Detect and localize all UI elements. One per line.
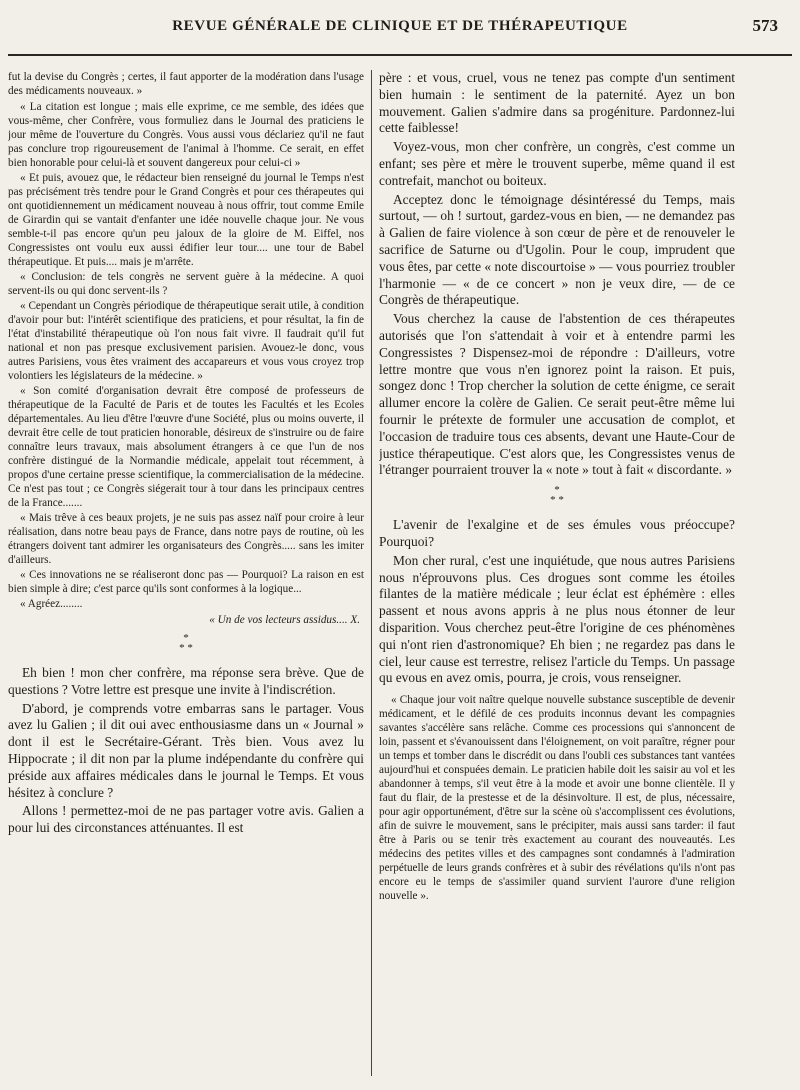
body-paragraph: D'abord, je comprends votre embarras sans le partager. Vous avez lu Galien ; il dit oui avec enthousiasme dans un « Journal » dont il est le Secrétaire-Gérant. Très bien. Vous avez lu Hippocrate ; il dit non par la plume indépendante du confrère qui préside aux affaires médicales dans le journal le Temps. Et vous hésitez à conclure ? xyxy=(8,700,364,800)
letter-paragraph: « Cependant un Congrès périodique de thérapeutique serait utile, à condition d'avoir pour but: l'intérêt scientifique des praticiens, et pour résultat, la fin de l'état d'instabilité thérapeutique où l'on nous fait vivre. Il faudrait qu'il fut national et non pas presque exclusivement parisien. Avouez-le donc, vous autres Parisiens, vous êtes vraiment des accapareurs et vous vous croyez trop volontiers les législateurs de la médecine. » xyxy=(8,300,364,382)
letter-paragraph: « Agréez........ xyxy=(20,598,83,610)
running-title: REVUE GÉNÉRALE DE CLINIQUE ET DE THÉRAPEUTIQUE xyxy=(172,18,628,34)
letter-paragraph: « La citation est longue ; mais elle exprime, ce me semble, des idées que vous-même, cher Confrère, vous formuliez dans le Journal des praticiens le jour même de l'ouverture du Congrès. Vous aussi vous déclariez qu'il ne faut pas conclure trop rigoureusement de l'animal à l'homme. Ce serait, en effet bien honorable pour celui-là et souvent dangereux pour celui-ci » xyxy=(8,101,364,169)
body-paragraph: père : et vous, cruel, vous ne tenez pas compte d'un sentiment bien humain : le sentiment de la paternité. Ayez un bon mouvement. Galien s'admire dans sa progéniture. Pardonnez-lui cette faiblesse! xyxy=(379,70,735,136)
letter-paragraph: « Conclusion: de tels congrès ne servent guère à la médecine. A quoi servent-ils ou qui donc servent-ils ? xyxy=(8,271,364,297)
section-separator: * * * xyxy=(550,484,564,507)
body-paragraph: Voyez-vous, mon cher confrère, un congrès, c'est comme un enfant; ses père et mère le trouvent superbe, même quand il est contrefait, manchot ou boiteux. xyxy=(379,139,735,188)
letter-paragraph: « Et puis, avouez que, le rédacteur bien renseigné du journal le Temps n'est pas précisément très tendre pour le Grand Congrès et pour ces thérapeutes qui ont quotidiennement un médicament nouveau à nous offrir, tout comme Emile de Girardin qui se vantait d'enfanter une idée nouvelle chaque jour. Ne vous semble-t-il pas encore qu'un peu jaloux de la gloire de M. Eiffel, nos Congressistes ont voulu eux aussi édifier leur tour.... une tour de Babel thérapeutique. Et puis.... mais je m'arrête. xyxy=(8,172,364,268)
right-column xyxy=(379,70,735,1076)
body-paragraph: Vous cherchez la cause de l'abstention de ces thérapeutes autorisés que l'on s'attendait à voir et à entendre parmi les Congressistes ? Dispensez-moi de répondre : D'ailleurs, votre lettre montre que vous n'en ignorez point la raison. Et puis, songez donc ! Trop chercher la solution de cette énigme, ce serait allumer encore la colère de Galien. Ce serait peut-être même lui fournir le prétexte de formuler une accusation de complot, et l'occasion de traduire tous ces absents, devant une Haute-Cour de justice thérapeutique. C'est alors que, les Congressistes venus de l'étranger pourraient trouver la « note » tout à fait « discordante. » xyxy=(379,311,735,478)
body-paragraph: Eh bien ! mon cher confrère, ma réponse sera brève. Que de questions ? Votre lettre est presque une invite à l'indiscrétion. xyxy=(8,665,364,697)
page-header xyxy=(8,14,792,50)
quoted-passage: « Chaque jour voit naître quelque nouvelle substance susceptible de devenir médicament, et le défilé de ces produits inconnus devant les compagnies savantes s'accélère sans relâche. Comme ces processions qui s'annoncent de loin, passent et s'évanouissent dans l'éloignement, on voit paraître, régner pour un temps et tomber dans le discrédit ou dans l'oubli ces substances tant vantées aujourd'hui et conspuées demain. Le praticien habile doit les saisir au vol et les abandonner à temps, s'il veut être à la mode et avoir une bonne clientèle. Il y faut du flair, de la prestesse et de la désinvolture. Il est, de plus, nécessaire, pour agir opportunément, d'être sur la scène où s'accomplissent ces évolutions, afin de suivre le mouvement, sans le précipiter, mais aussi sans tarder: il faut être à Paris ou se tenir très exactement au courant des nouveautés. Les médecins des petites villes et des campagnes sont condamnés à l'admiration perpétuelle de leurs grands confrères et à subir des révélations qu'ils n'ont pas encore eu le temps de s'assimiler quand survient l'aurore d'une religion nouvelle ». xyxy=(379,694,735,903)
letter-paragraph: « Ces innovations ne se réaliseront donc pas — Pourquoi? La raison en est bien simple à dire; c'est parce qu'ils sont conformes à la logique... xyxy=(8,569,364,595)
letter-signature: « Un de vos lecteurs assidus.... X. xyxy=(209,614,360,626)
body-paragraph: L'avenir de l'exalgine et de ses émules vous préoccupe? Pourquoi? xyxy=(379,517,735,549)
letter-paragraph: « Son comité d'organisation devrait être composé de professeurs de thérapeutique de la Faculté de Paris et de toutes les Facultés et les Ecoles départementales. Au lieu d'être l'œuvre d'une Société, plus ou moins ouverte, il devrait être celle de tout praticien honorable, désireux de s'instruire ou de faire connaître leurs travaux, mais absolument étrangers à ce que l'un de nos confrère distingué de la Normandie médicale, appelait tout récemment, à propos d'une certaine presse scientifique, la commercialisation de la médecine. Ce n'est pas tout ; ce Congrès siégerait tour à tour dans les principaux centres de la France....... xyxy=(8,385,364,509)
letter-paragraph: « Mais trêve à ces beaux projets, je ne suis pas assez naïf pour croire à leur réalisation, dans notre beau pays de France, dans notre pays de routine, où les étrangers doivent tant admirer les organisateurs des Congrès..... sans les imiter d'ailleurs. xyxy=(8,512,364,566)
body-paragraph: Acceptez donc le témoignage désintéressé du Temps, mais surtout, — oh ! surtout, gardez-vous en bien, — ne demandez pas à Galien de faire violence à son cœur de père et de renouveler le sacrifice de Saturne ou d'Ugolin. Pour le coup, imprudent que vous êtes, par cette « note discourtoise » — vous pourriez troubler l'harmonie — « de ce concert » non je veux dire, — de ce Congrès de thérapeutique. xyxy=(379,191,735,308)
body-paragraph: Mon cher rural, c'est une inquiétude, que nous autres Parisiens nous n'éprouvons plus. Ces drogues sont comme les étoiles filantes de la matière médicale ; leur éclat est éphémère : elles passent et nous avons appris à ne plus nous étonner de leur disparition. Vous cherchez peut-être l'origine de ces phénomènes qui n'ont rien d'astronomique? Eh bien ; ne regardez pas dans le ciel, leur cause est terrestre, relisez l'article du Temps. Un passage qu evous en avez omis, pourra, je crois, vous renseigner. xyxy=(379,552,735,686)
column-divider xyxy=(371,70,372,1076)
opening-line: fut la devise du Congrès ; certes, il faut apporter de la modération dans l'usage des médicaments nouveaux. » xyxy=(8,71,364,97)
page-number: 573 xyxy=(752,16,778,35)
body-paragraph: Allons ! permettez-moi de ne pas partager votre avis. Galien a pour lui des circonstances atténuantes. Il est xyxy=(8,803,364,836)
left-column xyxy=(8,70,364,1076)
header-rule xyxy=(8,54,792,56)
section-separator: * * * xyxy=(179,632,193,654)
